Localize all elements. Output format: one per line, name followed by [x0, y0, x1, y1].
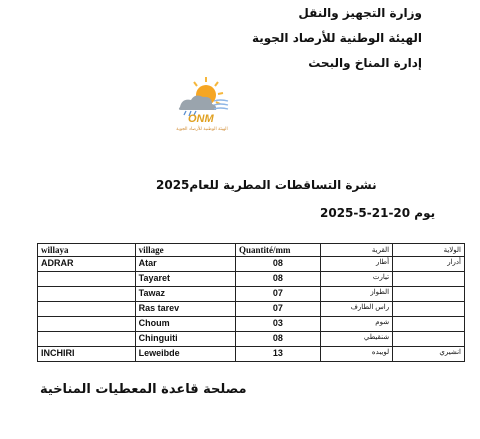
- cell-village-ar: شوم: [320, 317, 392, 332]
- cell-village: Atar: [135, 257, 235, 272]
- cell-village: Tayaret: [135, 272, 235, 287]
- logo-caption: الهيئة الوطنية للأرصاد الجوية: [176, 127, 228, 132]
- cell-village-ar: تيارت: [320, 272, 392, 287]
- cell-village: Leweibde: [135, 347, 235, 362]
- cell-village: Chinguiti: [135, 332, 235, 347]
- table-row: [38, 302, 465, 317]
- ministry-name: وزارة التجهيز والنقل: [298, 6, 422, 20]
- cell-willaya: INCHIRI: [38, 347, 136, 362]
- department-footer: مصلحة قاعدة المعطيات المناخية: [40, 382, 247, 397]
- cell-willaya: ADRAR: [38, 257, 136, 272]
- table-header-row: [38, 244, 465, 257]
- cell-quantity: 03: [236, 317, 321, 332]
- table-row: [38, 332, 465, 347]
- table-row: [38, 287, 465, 302]
- cell-willaya: [38, 332, 136, 347]
- bulletin-date: يوم 20-21-5-2025: [320, 206, 436, 220]
- table-row: [38, 272, 465, 287]
- cell-quantity: 08: [236, 257, 321, 272]
- cell-willaya: [38, 302, 136, 317]
- col-village: village: [135, 244, 235, 257]
- cell-quantity: 08: [236, 272, 321, 287]
- cell-willaya-ar: [393, 317, 465, 332]
- cell-willaya: [38, 272, 136, 287]
- cell-village-ar: لويبده: [320, 347, 392, 362]
- cell-quantity: 07: [236, 302, 321, 317]
- logo-acronym: ONM: [188, 113, 214, 125]
- cell-quantity: 08: [236, 332, 321, 347]
- cell-village-ar: أطار: [320, 257, 392, 272]
- cell-village: Ras tarev: [135, 302, 235, 317]
- col-village-ar: القرية: [320, 244, 392, 257]
- cell-quantity: 07: [236, 287, 321, 302]
- cell-village-ar: الطواز: [320, 287, 392, 302]
- department-name: إدارة المناخ والبحث: [308, 56, 422, 70]
- col-willaya-ar: الولاية: [393, 244, 465, 257]
- table-row: [38, 347, 465, 362]
- table-row: [38, 317, 465, 332]
- col-quantity: Quantité/mm: [236, 244, 321, 257]
- cell-willaya: [38, 317, 136, 332]
- cell-willaya-ar: [393, 272, 465, 287]
- agency-name: الهيئة الوطنية للأرصاد الجوية: [251, 31, 422, 45]
- bulletin-title: نشرة التساقطات المطرية للعام2025: [156, 178, 377, 192]
- cell-village: Choum: [135, 317, 235, 332]
- cell-willaya-ar: [393, 332, 465, 347]
- table-row: [38, 257, 465, 272]
- cell-village-ar: راس الطارف: [320, 302, 392, 317]
- cell-willaya-ar: انشيري: [393, 347, 465, 362]
- cell-quantity: 13: [236, 347, 321, 362]
- onm-logo: [170, 75, 234, 133]
- cell-willaya: [38, 287, 136, 302]
- cell-willaya-ar: أدرار: [393, 257, 465, 272]
- cell-willaya-ar: [393, 287, 465, 302]
- cell-village: Tawaz: [135, 287, 235, 302]
- cell-willaya-ar: [393, 302, 465, 317]
- col-willaya: willaya: [38, 244, 136, 257]
- cell-village-ar: شنقيطي: [320, 332, 392, 347]
- rainfall-table: [37, 243, 465, 362]
